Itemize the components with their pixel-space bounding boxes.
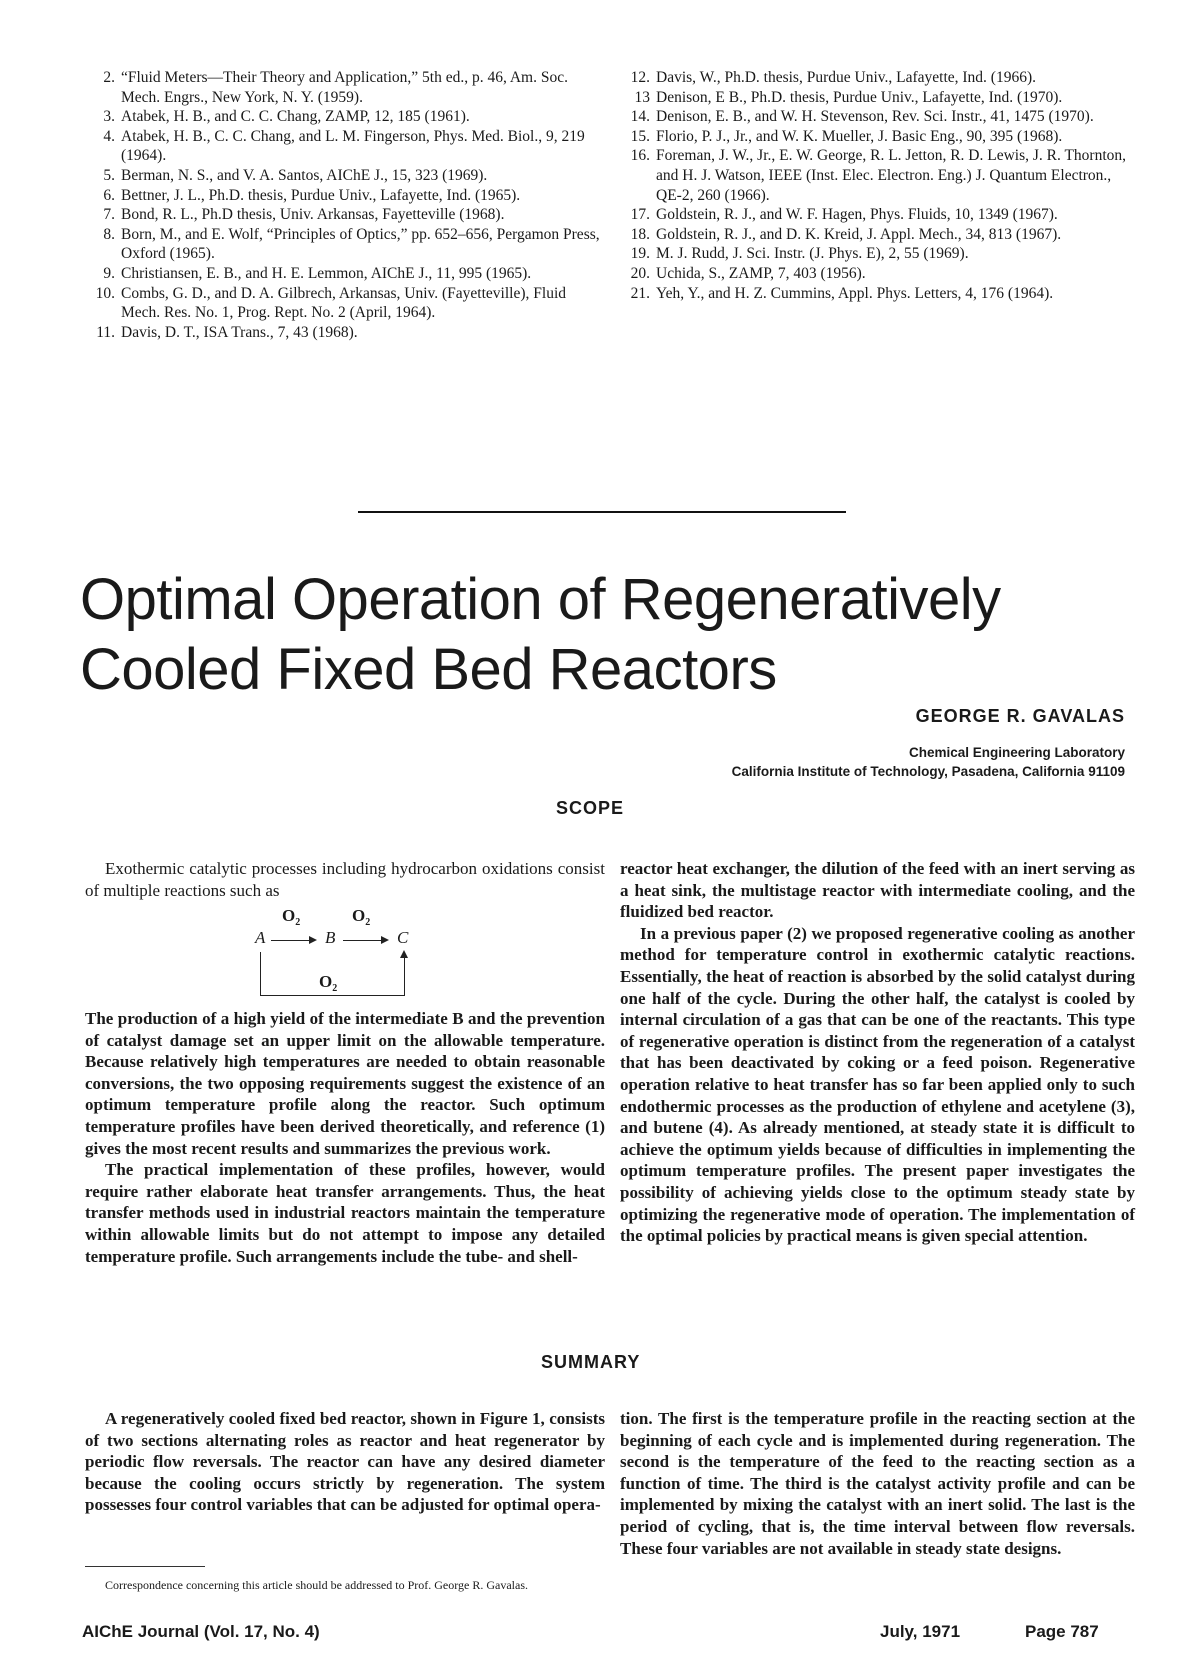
footer-journal: AIChE Journal (Vol. 17, No. 4) [82, 1622, 320, 1641]
reference-item [620, 146, 1135, 205]
summary-left-body [85, 1408, 605, 1516]
reference-item [620, 225, 1135, 245]
section-divider [358, 511, 846, 513]
reference-item [620, 88, 1135, 108]
scope-left-paragraph-2: The practical implementation of these profiles, however, would require rather elaborate heat transfer arrangements. Thus, the heat transfer methods used in industrial reactors maintain the temperature within allowable limits but do not attempt to impose any detailed temperature profile. Such arrangements include the tube- and shell- [85, 1160, 605, 1266]
correspondence-footnote [85, 1578, 605, 1593]
reference-text: Combs, G. D., and D. A. Gilbrech, Arkansas, Univ. (Fayetteville), Fluid Mech. Res. No. 1, Prog. Rept. No. 2 (April, 1964). [121, 284, 566, 322]
reference-text: M. J. Rudd, J. Sci. Instr. (J. Phys. E), 2, 55 (1969). [656, 245, 969, 263]
reference-number: 8. [103, 225, 115, 243]
reference-item [85, 284, 605, 323]
reference-text: Atabek, H. B., C. C. Chang, and L. M. Fingerson, Phys. Med. Biol., 9, 219 (1964). [121, 127, 585, 165]
footer-date: July, 1971 [880, 1622, 961, 1641]
reference-number: 13 [634, 88, 650, 106]
reference-text: “Fluid Meters—Their Theory and Application,” 5th ed., p. 46, Am. Soc. Mech. Engrs., New York, N. Y. (1959). [121, 69, 568, 106]
scheme-species-a: A [255, 928, 266, 947]
reference-number: 18. [630, 225, 650, 243]
reference-number: 5. [103, 166, 115, 184]
scheme-arrowhead-b-c [381, 936, 389, 944]
scope-right-paragraph-2: In a previous paper (2) we proposed regenerative cooling as another method for temperature control in exothermic catalytic reactions. Essentially, the heat of reaction is absorbed by the solid catalyst during one half of the cycle. During the other half, the catalyst is cooled by internal circulation of a gas that can be one of the reactants. This type of regenerative operation is distinct from the regeneration of a catalyst that has been deactivated by coking or a feed poison. Regenerative operation relative to heat transfer has so far been applied only to such endothermic processes as the production of ethylene and acetylene (3), and butene (4). As already mentioned, at steady state it is difficult to achieve the optimum yields because of difficulties in implementing the optimum temperature profiles. The present paper investigates the possibility of achieving yields close to the optimum steady state by optimizing the regenerative mode of operation. The implementation of the optimal policies by practical means is given special attention. [620, 923, 1135, 1246]
reference-item [85, 205, 605, 225]
scope-right-body [620, 858, 1135, 1247]
reference-text: Denison, E. B., and W. H. Stevenson, Rev. Sci. Instr., 41, 1475 (1970). [656, 108, 1094, 126]
reference-item [85, 323, 605, 343]
scheme-o2-label-2: $O_2$ [352, 906, 371, 928]
reference-number: 6. [103, 186, 115, 204]
summary-right-paragraph: tion. The first is the temperature profile in the reacting section at the beginning of each cycle and is implemented during regeneration. The second is the temperature of the feed to the reacting section as a function of time. The third is the catalyst activity profile and can be implemented by mixing the catalyst with an inert solid. The last is the period of cycling, that is, the time interval between flow reversals. These four variables are not available in steady state designs. [620, 1409, 1135, 1558]
reference-item [85, 68, 605, 107]
reference-text: Goldstein, R. J., and D. K. Kreid, J. Appl. Mech., 34, 813 (1967). [656, 225, 1062, 243]
scheme-species-c: C [397, 928, 409, 947]
reference-text: Davis, D. T., ISA Trans., 7, 43 (1968). [121, 323, 358, 341]
scheme-arrowhead-a-b [309, 936, 317, 944]
reference-number: 20. [630, 264, 650, 282]
reaction-scheme [255, 906, 425, 1002]
scheme-bypass-left [260, 952, 261, 996]
reference-number: 17. [630, 206, 650, 224]
reference-item [620, 127, 1135, 147]
reference-item [85, 107, 605, 127]
affiliation-line-2: California Institute of Technology, Pasadena, California 91109 [731, 764, 1125, 779]
reference-text: Goldstein, R. J., and W. F. Hagen, Phys. Fluids, 10, 1349 (1967). [656, 206, 1058, 224]
reference-text: Davis, W., Ph.D. thesis, Purdue Univ., Lafayette, Ind. (1966). [656, 69, 1036, 86]
reference-text: Atabek, H. B., and C. C. Chang, ZAMP, 12, 185 (1961). [121, 108, 470, 126]
reference-number: 19. [630, 245, 650, 263]
reference-text: Florio, P. J., Jr., and W. K. Mueller, J. Basic Eng., 90, 395 (1968). [656, 127, 1063, 145]
reference-item [85, 264, 605, 284]
references-right [620, 68, 1135, 303]
reference-number: 11. [96, 323, 115, 341]
scheme-o2-label-3: $O_2$ [319, 972, 338, 994]
scheme-arrow-a-b [271, 940, 311, 941]
scope-left-body [85, 1008, 605, 1267]
scheme-species-b: B [325, 928, 336, 947]
scheme-o2-label-1: $O_2$ [282, 906, 301, 928]
reference-item [85, 127, 605, 166]
reference-number: 9. [103, 264, 115, 282]
reference-text: Berman, N. S., and V. A. Santos, AIChE J., 15, 323 (1969). [121, 166, 488, 184]
reference-item [620, 205, 1135, 225]
scheme-bypass-right [404, 956, 405, 996]
reference-item [620, 284, 1135, 304]
title-line-1: Optimal Operation of Regeneratively [80, 567, 1001, 632]
reference-item [85, 225, 605, 264]
reference-number: 15. [630, 127, 650, 145]
scope-left-paragraph-1: The production of a high yield of the intermediate B and the prevention of catalyst damage set an upper limit on the allowable temperature. Because relatively high temperatures are needed to obtain reasonable conversions, the two opposing requirements suggest the existence of an optimum temperature profile along the reactor. Such optimum temperature profiles have been derived theoretically, and reference (1) gives the most recent results and summarizes the previous work. [85, 1009, 605, 1158]
reference-text: Bettner, J. L., Ph.D. thesis, Purdue Univ., Lafayette, Ind. (1965). [121, 186, 521, 204]
footnote-text: Correspondence concerning this article should be addressed to Prof. George R. Gavalas. [105, 1578, 528, 1592]
reference-number: 2. [103, 69, 115, 86]
reference-number: 4. [103, 127, 115, 145]
scope-intro-text: Exothermic catalytic processes including hydrocarbon oxidations consist of multiple reactions such as [85, 859, 605, 900]
title-line-2: Cooled Fixed Bed Reactors [80, 637, 777, 702]
reference-text: Denison, E B., Ph.D. thesis, Purdue Univ., Lafayette, Ind. (1970). [656, 88, 1063, 106]
reference-number: 16. [630, 147, 650, 165]
reference-item [620, 264, 1135, 284]
footnote-rule [85, 1566, 205, 1567]
scheme-bypass-bottom [260, 995, 405, 996]
summary-heading: SUMMARY [541, 1352, 641, 1372]
scope-left-intro [85, 858, 605, 901]
reference-number: 21. [630, 284, 650, 302]
footer-page: Page 787 [1025, 1622, 1099, 1641]
reference-number: 10. [95, 284, 115, 302]
reference-text: Born, M., and E. Wolf, “Principles of Optics,” pp. 652–656, Pergamon Press, Oxford (1965). [121, 225, 600, 263]
reference-number: 12. [630, 69, 650, 86]
article-title [80, 565, 1140, 705]
reference-item [620, 68, 1135, 88]
reference-text: Bond, R. L., Ph.D thesis, Univ. Arkansas, Fayetteville (1968). [121, 206, 505, 224]
reference-number: 14. [630, 108, 650, 126]
summary-right-body [620, 1408, 1135, 1559]
affiliation-line-1: Chemical Engineering Laboratory [908, 745, 1125, 760]
reference-number: 7. [103, 206, 115, 224]
reference-text: Foreman, J. W., Jr., E. W. George, R. L. Jetton, R. D. Lewis, J. R. Thornton, and H. J. Watson, IEEE (Inst. Elec. Electron. Eng.) J. Quantum Electron., QE-2, 260 (1966). [656, 147, 1127, 204]
summary-left-paragraph: A regeneratively cooled fixed bed reactor, shown in Figure 1, consists of two sections alternating roles as reactor and heat regenerator by periodic flow reversals. The reactor can have any desired diameter because the cooling occurs strictly by regeneration. The system possesses four control variables that can be adjusted for optimal opera- [85, 1409, 605, 1515]
reference-item [85, 186, 605, 206]
reference-item [85, 166, 605, 186]
reference-text: Christiansen, E. B., and H. E. Lemmon, AIChE J., 11, 995 (1965). [121, 264, 532, 282]
scope-right-paragraph-1: reactor heat exchanger, the dilution of the feed with an inert serving as a heat sink, the multistage reactor with intermediate cooling, and the fluidized bed reactor. [620, 859, 1135, 922]
reference-item [620, 244, 1135, 264]
reference-item [620, 107, 1135, 127]
scheme-arrow-b-c [343, 940, 383, 941]
scheme-bypass-arrowhead [400, 950, 408, 958]
reference-number: 3. [103, 108, 115, 126]
scope-heading: SCOPE [556, 798, 625, 818]
references-left [85, 68, 605, 342]
reference-text: Yeh, Y., and H. Z. Cummins, Appl. Phys. Letters, 4, 176 (1964). [656, 284, 1054, 302]
reference-text: Uchida, S., ZAMP, 7, 403 (1956). [656, 264, 866, 282]
author-name: GEORGE R. GAVALAS [915, 706, 1125, 726]
